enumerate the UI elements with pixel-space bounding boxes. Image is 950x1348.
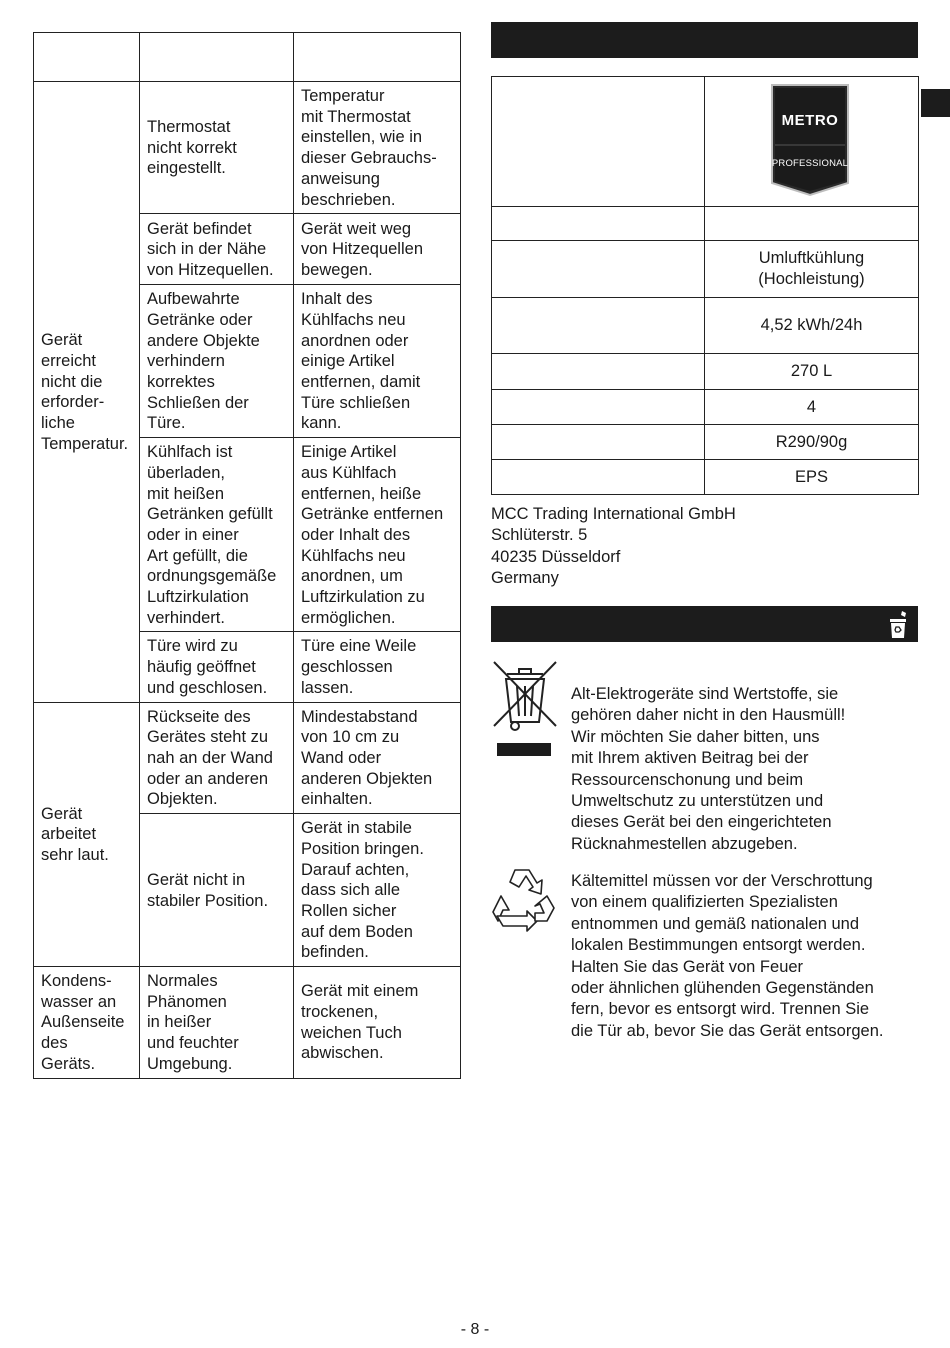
spec-label-cell: [492, 77, 705, 207]
spec-row: [492, 298, 919, 354]
problem-cell: Kondens- wasser an Außenseite des Geräts.: [34, 967, 140, 1079]
crossed-out-bin-icon: [489, 660, 561, 760]
spec-row: [492, 207, 919, 241]
cause-cell: Rückseite des Gerätes steht zu nah an der Wand oder an anderen Objekten.: [140, 702, 294, 814]
address-line: MCC Trading International GmbH: [491, 505, 736, 523]
solution-cell: Gerät weit weg von Hitzequellen bewegen.: [294, 214, 461, 285]
language-tab-marker: [921, 89, 950, 117]
header-cell-solution: [294, 33, 461, 82]
header-cell-cause: [140, 33, 294, 82]
solution-cell: Temperatur mit Thermostat einstellen, wie in dieser Gebrauchs- anweisung beschrieben.: [294, 82, 461, 214]
problem-cell: Gerät erreicht nicht die erforder- liche Temperatur.: [34, 82, 140, 703]
spec-row: [492, 425, 919, 460]
solution-cell: Gerät mit einem trockenen, weichen Tuch abwischen.: [294, 967, 461, 1079]
cause-cell: Normales Phänomen in heißer und feuchter Umgebung.: [140, 967, 294, 1079]
spec-row: [492, 390, 919, 425]
table-row: [34, 82, 461, 214]
table-row: [34, 702, 461, 814]
spec-label-cell: [492, 298, 705, 354]
spec-row: [492, 460, 919, 495]
recycle-arrows-icon: [489, 866, 557, 932]
address-line: 40235 Düsseldorf: [491, 547, 621, 566]
cause-cell: Kühlfach ist überladen, mit heißen Getränken gefüllt oder in einer Art gefüllt, die ordnungsgemäße Luftzirkulation verhindert.: [140, 438, 294, 632]
spec-label-cell: [492, 207, 705, 241]
spec-label-cell: [492, 390, 705, 425]
spec-value-cell: Umluftkühlung (Hochleistung): [705, 241, 919, 298]
cause-cell: Thermostat nicht korrekt eingestellt.: [140, 82, 294, 214]
page-number: - 8 -: [460, 1321, 490, 1338]
cause-cell: Gerät nicht in stabiler Position.: [140, 814, 294, 967]
cause-cell: Aufbewahrte Getränke oder andere Objekte verhindern korrektes Schließen der Türe.: [140, 285, 294, 438]
spec-value-cell: 4,52 kWh/24h: [705, 298, 919, 354]
disposal-paragraph-refrigerant: Kältemittel müssen vor der Verschrottung von einem qualifizierten Spezialisten entnommen und gemäß nationalen und lokalen Bestimmungen entsorgt werden. Halten Sie das Gerät von Feuer oder ähnlichen glühenden Gegenständen fern, bevor es entsorgt wird. Trennen Sie die Tür ab, bevor Sie das Gerät entsorgen.: [571, 872, 884, 1040]
troubleshooting-table: [33, 32, 461, 1079]
spec-row: [492, 354, 919, 390]
spec-label-cell: [492, 460, 705, 495]
table-row: [34, 967, 461, 1079]
spec-label-cell: [492, 425, 705, 460]
table-header-row: [34, 33, 461, 82]
spec-row-logo: [492, 77, 919, 207]
problem-cell: Gerät arbeitet sehr laut.: [34, 702, 140, 966]
spec-table: [491, 76, 919, 495]
spec-value-cell: EPS: [705, 460, 919, 495]
logo-sub-text: PROFESSIONAL: [771, 158, 849, 169]
recycle-bin-icon: [887, 610, 909, 640]
spec-value-cell: 270 L: [705, 354, 919, 390]
solution-cell: Mindestabstand von 10 cm zu Wand oder anderen Objekten einhalten.: [294, 702, 461, 814]
disposal-paragraph-weee: Alt-Elektrogeräte sind Wertstoffe, sie gehören daher nicht in den Hausmüll! Wir möchten Sie daher bitten, uns mit Ihrem aktiven Beitrag bei der Ressourcenschonung und beim Umweltschutz zu unterstützen und dieses Gerät bei den eingerichteten Rücknahmestellen abzugeben.: [571, 685, 846, 853]
solution-cell: Gerät in stabile Position bringen. Darauf achten, dass sich alle Rollen sicher auf dem Boden befinden.: [294, 814, 461, 967]
solution-cell: Türe eine Weile geschlossen lassen.: [294, 632, 461, 702]
manufacturer-address: [491, 504, 736, 589]
spec-value-cell: 4: [705, 390, 919, 425]
cause-cell: Gerät befindet sich in der Nähe von Hitzequellen.: [140, 214, 294, 285]
address-line: Schlüterstr. 5: [491, 526, 588, 545]
solution-cell: Einige Artikel aus Kühlfach entfernen, heiße Getränke entfernen oder Inhalt des Kühlfachs neu anordnen, um Luftzirkulation zu ermöglichen.: [294, 438, 461, 632]
cause-cell: Türe wird zu häufig geöffnet und geschlosen.: [140, 632, 294, 702]
spec-value-cell: R290/90g: [705, 425, 919, 460]
solution-cell: Inhalt des Kühlfachs neu anordnen oder einige Artikel entfernen, damit Türe schließen kann.: [294, 285, 461, 438]
spec-row: [492, 241, 919, 298]
spec-label-cell: [492, 241, 705, 298]
spec-label-cell: [492, 354, 705, 390]
spec-value-cell: [705, 207, 919, 241]
disposal-section-header-bar: [491, 606, 918, 642]
logo-brand-text: METRO: [781, 112, 839, 129]
metro-logo-icon: [768, 83, 852, 197]
address-line: Germany: [491, 568, 559, 587]
spec-section-header-bar: [491, 22, 918, 58]
header-cell-problem: [34, 33, 140, 82]
